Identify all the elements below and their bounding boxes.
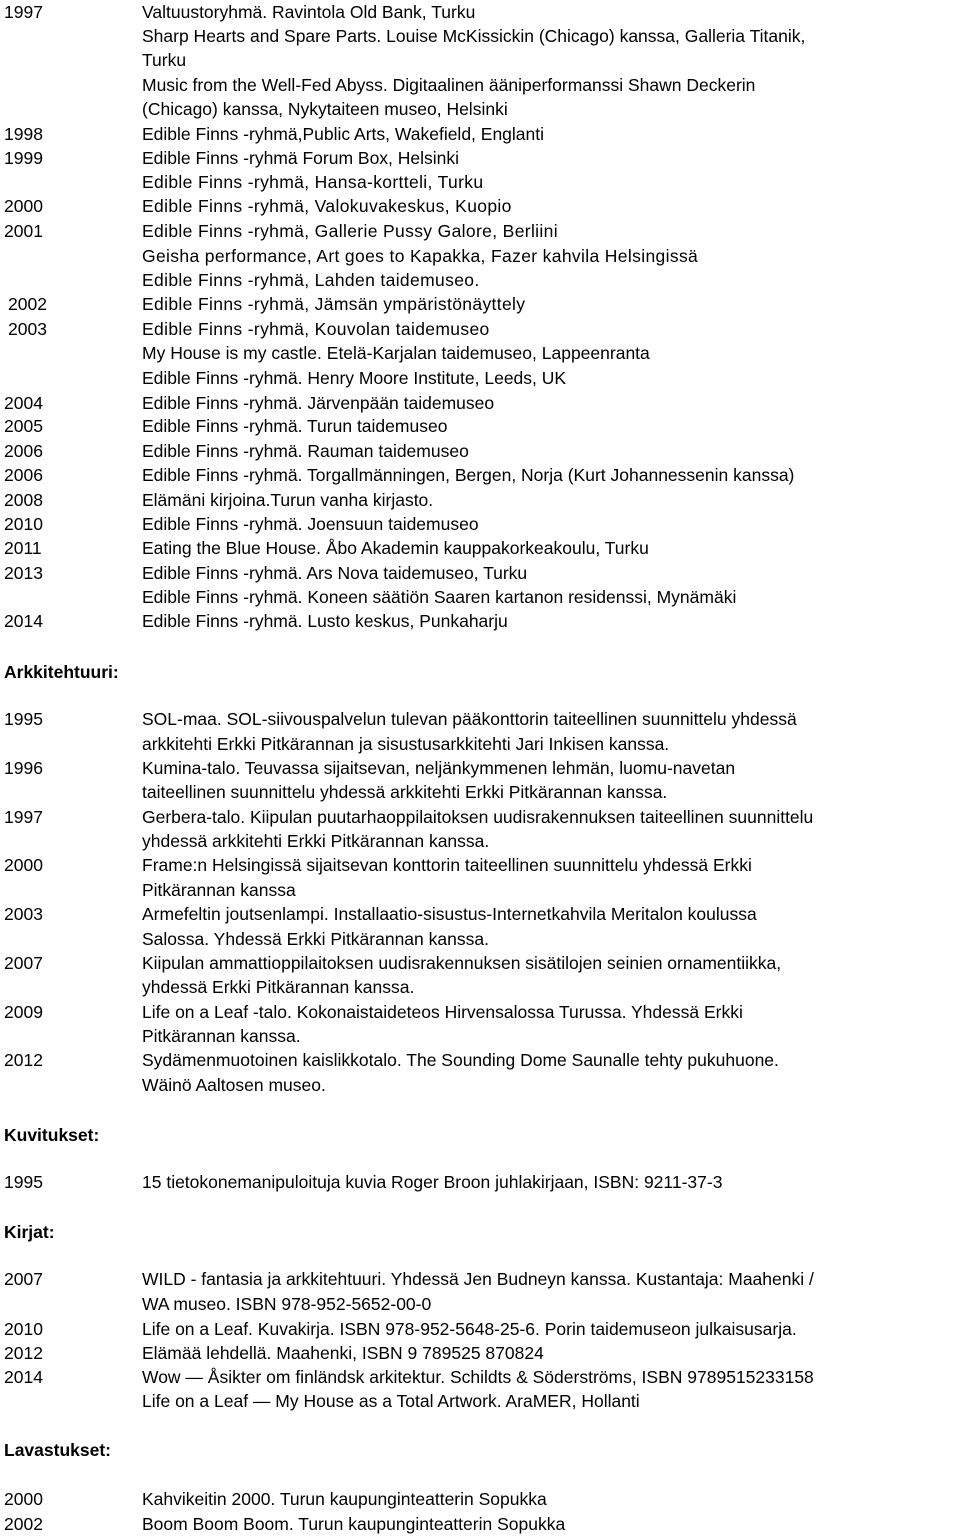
entry-text: arkkitehti Erkki Pitkärannan ja sisustusarkkitehti Jari Inkisen kanssa. [142, 734, 670, 754]
entry-text: Edible Finns -ryhmä. Lusto keskus, Punkaharju [142, 611, 508, 631]
entry-text: SOL-maa. SOL-siivouspalvelun tulevan pääkonttorin taiteellinen suunnittelu yhdessä [142, 709, 797, 729]
entry-text: Life on a Leaf. Kuvakirja. ISBN 978-952-5648-25-6. Porin taidemuseon julkaisusarja. [142, 1319, 797, 1339]
year: 2008 [4, 490, 43, 510]
year: 2000 [4, 1489, 43, 1509]
year: 1995 [4, 709, 43, 729]
year: 2004 [4, 393, 43, 413]
year: 1997 [4, 807, 43, 827]
entry-text: Wow — Åsikter om finländsk arkitektur. Schildts & Söderströms, ISBN 9789515233158 [142, 1367, 814, 1387]
section-heading: Lavastukset: [4, 1440, 111, 1460]
entry-text: My House is my castle. Etelä-Karjalan taidemuseo, Lappeenranta [142, 343, 650, 363]
entry-text: Edible Finns -ryhmä. Henry Moore Institute, Leeds, UK [142, 368, 567, 388]
entry-text: Life on a Leaf — My House as a Total Artwork. AraMER, Hollanti [142, 1391, 640, 1411]
entry-text: Edible Finns -ryhmä, Valokuvakeskus, Kuopio [142, 196, 512, 216]
year: 2009 [4, 1002, 43, 1022]
year: 2013 [4, 563, 43, 583]
year: 2001 [4, 221, 43, 241]
year: 2003 [8, 319, 47, 339]
year: 1997 [4, 2, 43, 22]
entry-text: Edible Finns -ryhmä. Joensuun taidemuseo [142, 514, 479, 534]
year: 2002 [4, 1514, 43, 1534]
entry-text: Turku [142, 50, 187, 70]
year: 1999 [4, 148, 43, 168]
entry-text: Edible Finns -ryhmä. Turun taidemuseo [142, 416, 448, 436]
entry-text: Music from the Well-Fed Abyss. Digitaalinen ääniperformanssi Shawn Deckerin [142, 75, 756, 95]
entry-text: Elämää lehdellä. Maahenki, ISBN 9 789525 870824 [142, 1343, 544, 1363]
year: 2006 [4, 441, 43, 461]
section-heading: Kirjat: [4, 1222, 55, 1242]
entry-text: Edible Finns -ryhmä, Kouvolan taidemuseo [142, 319, 490, 339]
entry-text: Boom Boom Boom. Turun kaupunginteatterin Sopukka [142, 1514, 566, 1534]
year: 2010 [4, 514, 43, 534]
entry-text: Life on a Leaf -talo. Kokonaistaideteos Hirvensalossa Turussa. Yhdessä Erkki [142, 1002, 743, 1022]
section-heading: Kuvitukset: [4, 1125, 100, 1145]
entry-text: Edible Finns -ryhmä. Koneen säätiön Saaren kartanon residenssi, Mynämäki [142, 587, 737, 607]
entry-text: Edible Finns -ryhmä. Järvenpään taidemuseo [142, 393, 495, 413]
year: 2000 [4, 855, 43, 875]
entry-text: WILD - fantasia ja arkkitehtuuri. Yhdessä Jen Budneyn kanssa. Kustantaja: Maahenki / [142, 1269, 814, 1289]
entry-text: taiteellinen suunnittelu yhdessä arkkitehti Erkki Pitkärannan kanssa. [142, 782, 668, 802]
entry-text: Sharp Hearts and Spare Parts. Louise McKissickin (Chicago) kanssa, Galleria Titanik, [142, 26, 806, 46]
year: 1995 [4, 1172, 43, 1192]
year: 2014 [4, 611, 43, 631]
entry-text: yhdessä arkkitehti Erkki Pitkärannan kanssa. [142, 831, 490, 851]
year: 2007 [4, 953, 43, 973]
entry-text: Kiipulan ammattioppilaitoksen uudisrakennuksen sisätilojen seinien ornamentiikka, [142, 953, 782, 973]
year: 2007 [4, 1269, 43, 1289]
year: 1996 [4, 758, 43, 778]
entry-text: Geisha performance, Art goes to Kapakka, Fazer kahvila Helsingissä [142, 246, 699, 266]
entry-text: Edible Finns -ryhmä. Rauman taidemuseo [142, 441, 469, 461]
entry-text: Kahvikeitin 2000. Turun kaupunginteatterin Sopukka [142, 1489, 547, 1509]
entry-text: WA museo. ISBN 978-952-5652-00-0 [142, 1294, 432, 1314]
entry-text: (Chicago) kanssa, Nykytaiteen museo, Helsinki [142, 99, 508, 119]
entry-text: Frame:n Helsingissä sijaitsevan konttorin taiteellinen suunnittelu yhdessä Erkki [142, 855, 752, 875]
entry-text: Edible Finns -ryhmä, Hansa-kortteli, Turku [142, 172, 484, 192]
year: 2006 [4, 465, 43, 485]
entry-text: Edible Finns -ryhmä,Public Arts, Wakefield, Englanti [142, 124, 545, 144]
entry-text: Edible Finns -ryhmä. Torgallmänningen, Bergen, Norja (Kurt Johannessenin kanssa) [142, 465, 795, 485]
entry-text: Sydämenmuotoinen kaislikkotalo. The Sounding Dome Saunalle tehty pukuhuone. [142, 1050, 779, 1070]
year: 2000 [4, 196, 43, 216]
entry-text: Pitkärannan kanssa. [142, 1026, 301, 1046]
entry-text: Wäinö Aaltosen museo. [142, 1075, 326, 1095]
entry-text: 15 tietokonemanipuloituja kuvia Roger Broon juhlakirjaan, ISBN: 9211-37-3 [142, 1172, 723, 1192]
year: 1998 [4, 124, 43, 144]
year: 2011 [4, 538, 42, 558]
entry-text: Elämäni kirjoina.Turun vanha kirjasto. [142, 490, 434, 510]
section-heading: Arkkitehtuuri: [4, 662, 119, 682]
year: 2012 [4, 1343, 43, 1363]
entry-text: yhdessä Erkki Pitkärannan kanssa. [142, 977, 415, 997]
entry-text: Edible Finns -ryhmä, Jämsän ympäristönäyttely [142, 294, 526, 314]
year: 2002 [8, 294, 47, 314]
entry-text: Edible Finns -ryhmä. Ars Nova taidemuseo, Turku [142, 563, 528, 583]
year: 2005 [4, 416, 43, 436]
year: 2010 [4, 1319, 43, 1339]
year: 2014 [4, 1367, 43, 1387]
entry-text: Pitkärannan kanssa [142, 880, 296, 900]
entry-text: Edible Finns -ryhmä, Gallerie Pussy Galore, Berliini [142, 221, 558, 241]
year: 2003 [4, 904, 43, 924]
entry-text: Edible Finns -ryhmä, Lahden taidemuseo. [142, 270, 480, 290]
entry-text: Gerbera-talo. Kiipulan puutarhaoppilaitoksen uudisrakennuksen taiteellinen suunnittelu [142, 807, 814, 827]
entry-text: Eating the Blue House. Åbo Akademin kauppakorkeakoulu, Turku [142, 538, 649, 558]
entry-text: Edible Finns -ryhmä Forum Box, Helsinki [142, 148, 460, 168]
entry-text: Valtuustoryhmä. Ravintola Old Bank, Turku [142, 2, 476, 22]
entry-text: Armefeltin joutsenlampi. Installaatio-sisustus-Internetkahvila Meritalon koulussa [142, 904, 757, 924]
year: 2012 [4, 1050, 43, 1070]
entry-text: Kumina-talo. Teuvassa sijaitsevan, neljänkymmenen lehmän, luomu-navetan [142, 758, 736, 778]
entry-text: Salossa. Yhdessä Erkki Pitkärannan kanssa. [142, 929, 489, 949]
